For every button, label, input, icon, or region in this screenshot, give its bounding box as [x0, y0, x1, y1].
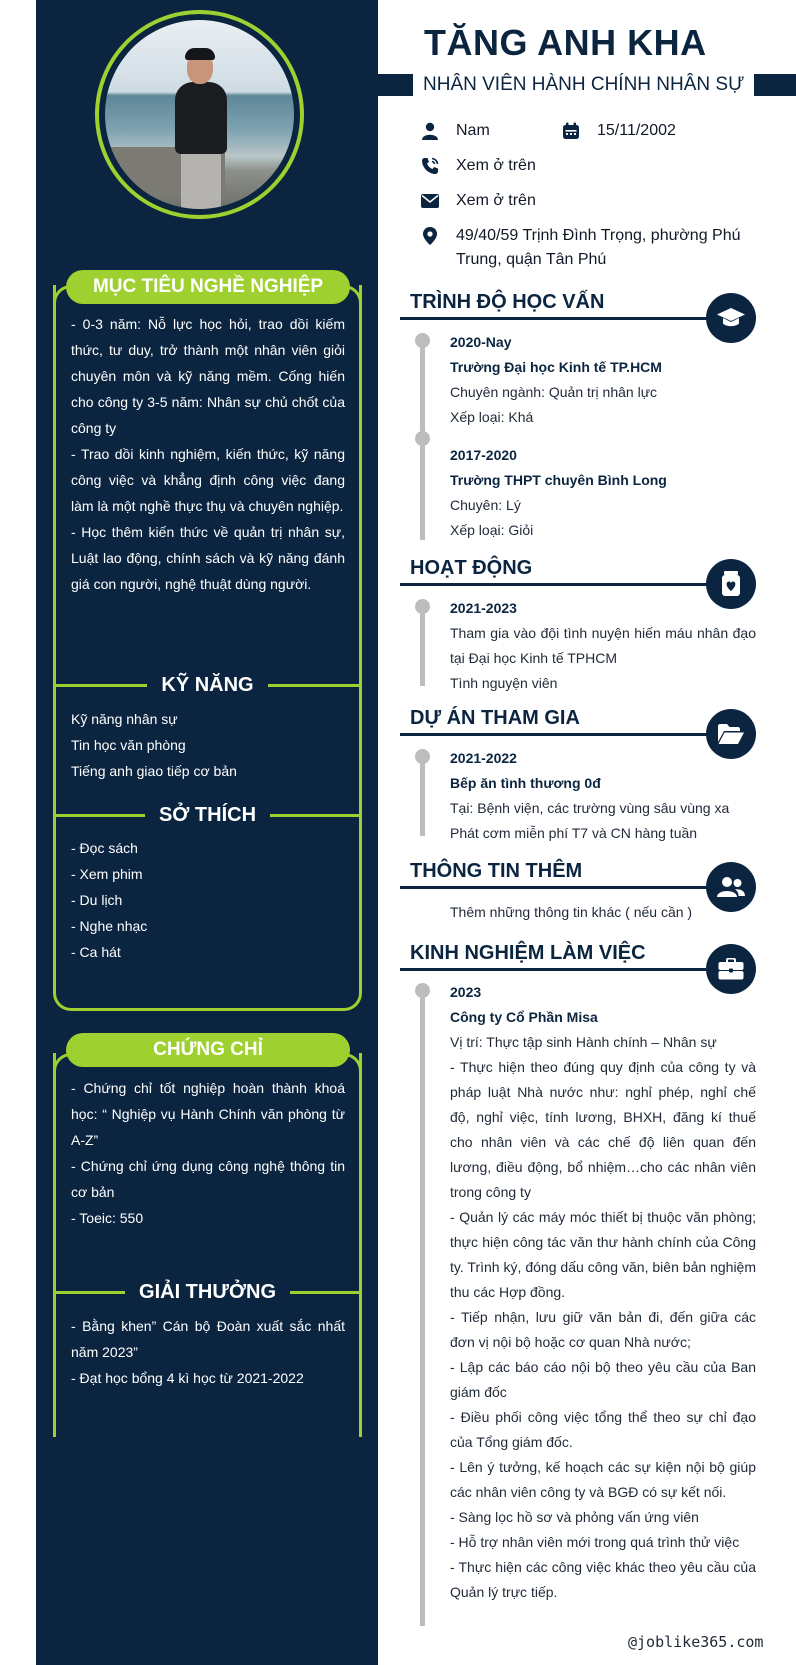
- experience-duty: - Tiếp nhận, lưu giữ văn bản đi, đến giữa các đơn vị nội bộ hoặc cơ quan Nhà nước;: [450, 1309, 756, 1350]
- gender-row: [420, 119, 490, 143]
- objective-text: [71, 311, 345, 597]
- projects-entry: [450, 746, 756, 846]
- education-school: Trường Đại học Kinh tế TP.HCM: [450, 359, 662, 375]
- candidate-name: TĂNG ANH KHA: [424, 22, 707, 63]
- birthdate-row: [561, 119, 676, 143]
- extra-text: Thêm những thông tin khác ( nếu cần ): [450, 904, 693, 920]
- education-grade: Xếp loại: Giỏi: [450, 522, 534, 538]
- activities-timeline: [420, 606, 425, 686]
- experience-duty: - Quản lý các máy móc thiết bị thuộc văn phòng; thực hiện công tác văn thư hành chính của Công ty. Trình ký, đóng dấu công văn, biên bản nghiệm thu các Hợp đồng.: [450, 1209, 756, 1300]
- profile-photo: [105, 20, 294, 209]
- extra-title: THÔNG TIN THÊM: [410, 860, 583, 882]
- education-grade: Xếp loại: Khá: [450, 409, 534, 425]
- skills-list: [71, 706, 345, 784]
- user-icon: [420, 119, 440, 143]
- experience-position: Vị trí: Thực tập sinh Hành chính – Nhân sự: [450, 1034, 717, 1050]
- education-title: TRÌNH ĐỘ HỌC VẤN: [410, 291, 605, 313]
- experience-duty: - Thực hiện theo đúng quy định của công ty và pháp luật Nhà nước như: nghỉ phép, nghỉ chế độ, nghỉ việc, tính lương, BHXH, đăng kí thuế cho nhân viên và các chế độ liên quan đến lương, điều động, bổ nhiệm…cho các nhân viên trong công ty: [450, 1059, 756, 1200]
- hobby-item: - Ca hát: [71, 944, 121, 960]
- experience-company: Công ty Cổ Phần Misa: [450, 1009, 598, 1025]
- objective-paragraph: - Trao dồi kinh nghiệm, kiến thức, kỹ năng công việc và khẳng định công việc đang làm là một nghề thực thụ và chuyên nghiệp.: [71, 446, 345, 514]
- award-item: - Bằng khen” Cán bộ Đoàn xuất sắc nhất năm 2023”: [71, 1318, 345, 1360]
- education-school: Trường THPT chuyên Bình Long: [450, 472, 667, 488]
- education-year: 2017-2020: [450, 447, 517, 463]
- address-row: [420, 224, 756, 272]
- certificates-text: [71, 1075, 345, 1231]
- skill-item: Tin học văn phòng: [71, 737, 186, 753]
- projects-year: 2021-2022: [450, 750, 517, 766]
- watermark: @joblike365.com: [628, 1633, 764, 1651]
- experience-duty: - Thực hiện các công việc khác theo yêu cầu của Quản lý trực tiếp.: [450, 1559, 756, 1600]
- gender-value: Nam: [456, 122, 490, 139]
- job-title: NHÂN VIÊN HÀNH CHÍNH NHÂN SỰ: [413, 66, 754, 104]
- timeline-dot: [415, 749, 430, 764]
- activities-role: Tình nguyện viên: [450, 675, 558, 691]
- address-value: 49/40/59 Trịnh Đình Trọng, phường Phú Trung, quận Tân Phú: [456, 227, 741, 268]
- skills-heading: KỸ NĂNG: [53, 668, 362, 702]
- envelope-icon: [420, 189, 440, 213]
- timeline-dot: [415, 431, 430, 446]
- experience-duty: - Lập các báo cáo nội bộ theo yêu cầu của Ban giám đốc: [450, 1359, 756, 1400]
- projects-title: DỰ ÁN THAM GIA: [410, 707, 580, 729]
- timeline-dot: [415, 333, 430, 348]
- education-entry: [450, 330, 756, 430]
- experience-duty: - Sàng lọc hồ sơ và phỏng vấn ứng viên: [450, 1509, 699, 1525]
- activities-entry: [450, 596, 756, 696]
- phone-icon: [420, 154, 440, 178]
- activities-title: HOẠT ĐỘNG: [410, 557, 533, 579]
- awards-text: [71, 1313, 345, 1391]
- timeline-dot: [415, 983, 430, 998]
- projects-detail: Phát cơm miễn phí T7 và CN hàng tuần: [450, 825, 698, 841]
- projects-location: Tại: Bệnh viện, các trường vùng sâu vùng xa: [450, 800, 730, 816]
- education-major: Chuyên: Lý: [450, 497, 521, 513]
- objective-paragraph: - 0-3 năm: Nỗ lực học hỏi, trao dồi kiếm thức, tư duy, trở thành một nhân viên giỏi chuyên môn và kỹ năng mềm. Cống hiến cho công ty 3-5 năm: Nhân sự chủ chốt của công ty: [71, 316, 345, 436]
- objective-heading: MỤC TIÊU NGHỀ NGHIỆP: [66, 270, 350, 304]
- hobbies-heading: SỞ THÍCH: [53, 798, 362, 832]
- projects-timeline: [420, 756, 425, 836]
- certificates-heading: CHỨNG CHỈ: [66, 1033, 350, 1067]
- email-row: [420, 189, 536, 213]
- phone-value: Xem ở trên: [456, 157, 536, 174]
- skill-item: Kỹ năng nhân sự: [71, 711, 178, 727]
- avatar: [95, 10, 304, 219]
- phone-row: [420, 154, 536, 178]
- award-item: - Đạt học bổng 4 kì học từ 2021-2022: [71, 1370, 304, 1386]
- education-entry: [450, 443, 756, 543]
- awards-heading: GIẢI THƯỞNG: [53, 1275, 362, 1309]
- experience-duty: - Lên ý tưởng, kế hoạch các sự kiện nội bộ giúp các nhân viên công ty và BGĐ có sự kết nối.: [450, 1459, 756, 1500]
- activities-description: Tham gia vào đội tình nuyện hiến máu nhân đạo tại Đại học Kinh tế TPHCM: [450, 625, 756, 666]
- projects-name: Bếp ăn tình thương 0đ: [450, 775, 601, 791]
- certificate-item: - Toeic: 550: [71, 1210, 144, 1226]
- hobbies-list: [71, 835, 345, 965]
- hobby-item: - Đọc sách: [71, 840, 138, 856]
- skill-item: Tiếng anh giao tiếp cơ bản: [71, 763, 237, 779]
- experience-title: KINH NGHIỆM LÀM VIỆC: [410, 942, 646, 964]
- timeline-dot: [415, 599, 430, 614]
- hobby-item: - Nghe nhạc: [71, 918, 148, 934]
- experience-year: 2023: [450, 984, 482, 1000]
- certificate-item: - Chứng chỉ tốt nghiệp hoàn thành khoá học: “ Nghiệp vụ Hành Chính văn phòng từ A-Z”: [71, 1080, 345, 1148]
- objective-paragraph: - Học thêm kiến thức về quản trị nhân sự, Luật lao động, chính sách và kỹ năng đánh giá con người, nghệ thuật dùng người.: [71, 524, 345, 592]
- map-pin-icon: [420, 224, 440, 248]
- experience-entry: [450, 980, 756, 1605]
- activities-year: 2021-2023: [450, 600, 517, 616]
- certificate-item: - Chứng chỉ ứng dụng công nghệ thông tin cơ bản: [71, 1158, 345, 1200]
- birthdate-value: 15/11/2002: [597, 122, 676, 139]
- experience-duty: - Hỗ trợ nhân viên mới trong quá trình thử việc: [450, 1534, 740, 1550]
- experience-duty: - Điều phối công việc tổng thể theo sự chỉ đạo của Tổng giám đốc.: [450, 1409, 756, 1450]
- education-major: Chuyên ngành: Quản trị nhân lực: [450, 384, 658, 400]
- education-year: 2020-Nay: [450, 334, 512, 350]
- calendar-icon: [561, 119, 581, 143]
- email-value: Xem ở trên: [456, 192, 536, 209]
- hobby-item: - Xem phim: [71, 866, 143, 882]
- hobby-item: - Du lịch: [71, 892, 123, 908]
- experience-timeline: [420, 990, 425, 1626]
